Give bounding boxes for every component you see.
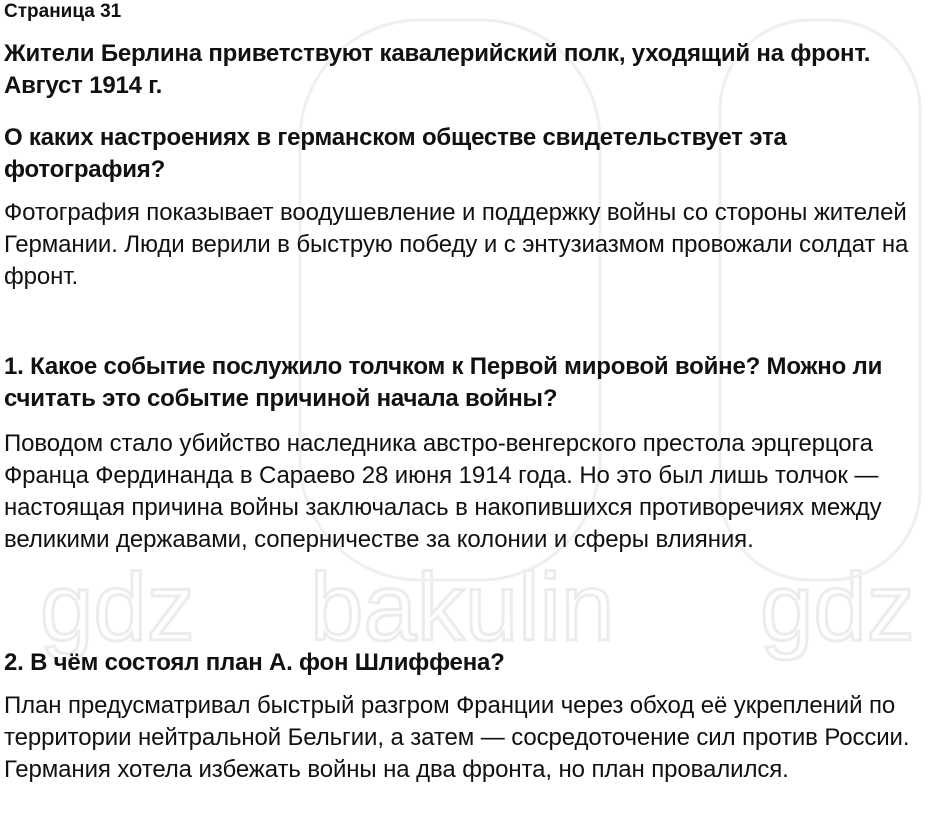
answer-1: Поводом стало убийство наследника австро-венгерского престола эрцгерцога Франца Фердинанда в Сараево 28 июня 1914 года. Но это был лишь толчок — настоящая причина войны заключалась в накопившихся противоречиях между великими державами, соперничестве за колонии и сферы влияния. — [4, 430, 882, 553]
watermark-word-right: gdz — [760, 554, 915, 661]
photo-answer: Фотография показывает воодушевление и поддержку войны со стороны жителей Германии. Люди верили в быструю победу и с энтузиазмом провожали солдат на фронт. — [4, 199, 909, 290]
question-2: 2. В чём состоял план А. фон Шлиффена? — [4, 649, 505, 676]
photo-question: О каких настроениях в германском обществе свидетельствует эта фотография? — [4, 124, 787, 183]
answer-2: План предусматривал быстрый разгром Франции через обход её укреплений по территории нейтральной Бельгии, а затем — сосредоточение сил против России. Германия хотела избежать войны на два фронта, но план провалился. — [4, 692, 910, 783]
page-number: Страница 31 — [4, 1, 122, 22]
photo-caption: Жители Берлина приветствуют кавалерийский полк, уходящий на фронт. Август 1914 г. — [4, 40, 871, 99]
watermark-word-left: gdz — [40, 554, 195, 661]
question-1: 1. Какое событие послужило толчком к Первой мировой войне? Можно ли считать это событие причиной начала войны? — [4, 353, 883, 412]
watermark-word-center: bakulin — [310, 554, 615, 661]
